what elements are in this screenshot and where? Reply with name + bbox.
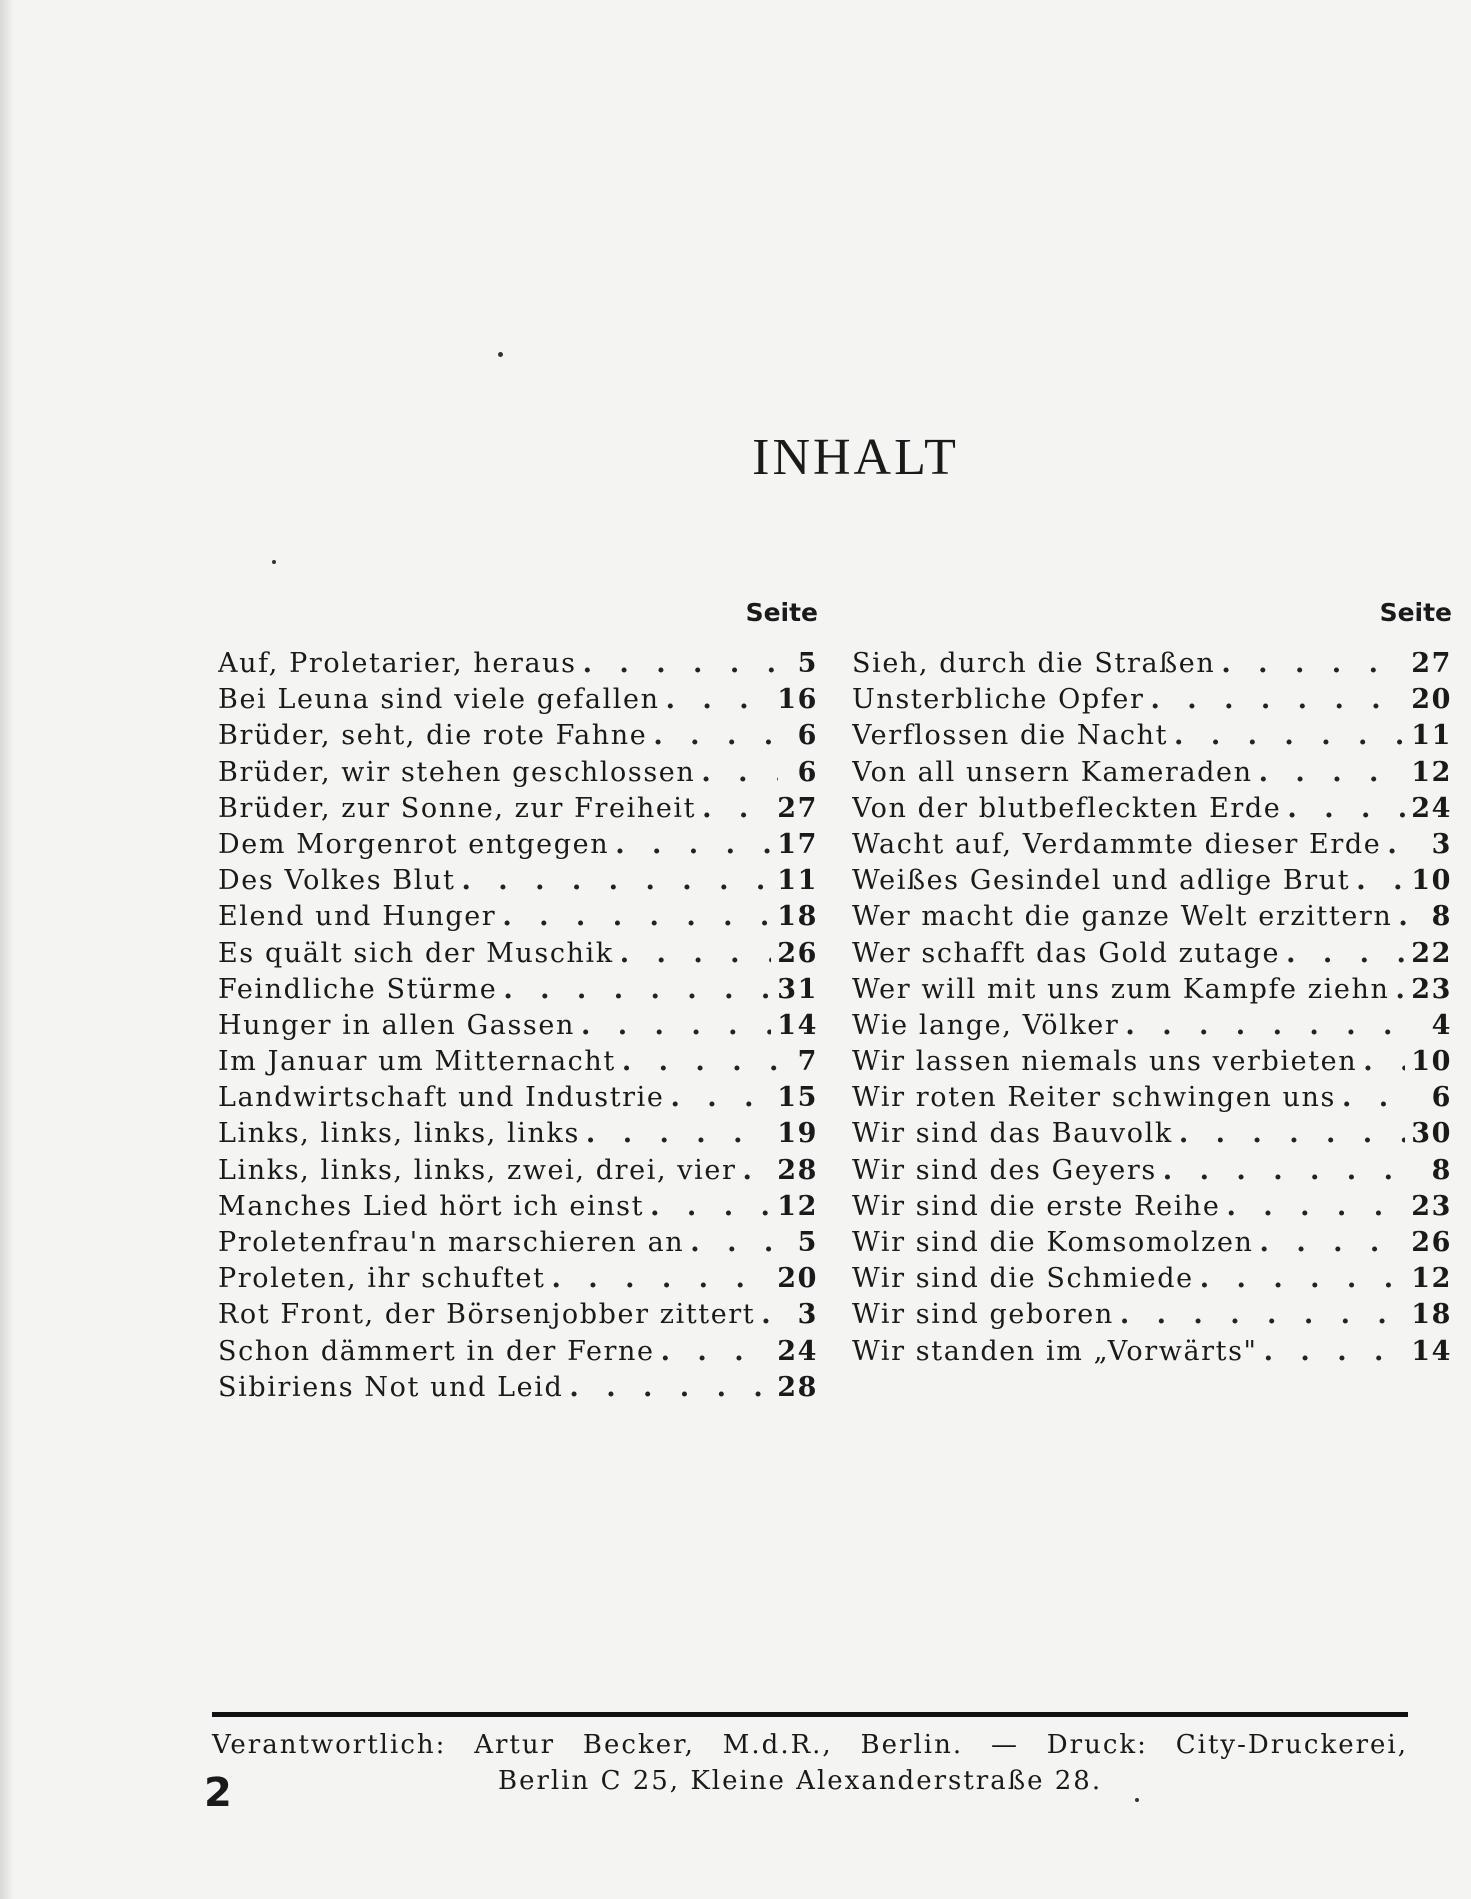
entry-title: Weißes Gesindel und adlige Brut xyxy=(852,865,1351,897)
entry-title: Wir roten Reiter schwingen uns xyxy=(852,1082,1336,1114)
dot-leader xyxy=(1221,648,1405,679)
toc-entry xyxy=(218,865,818,901)
dot-leader xyxy=(1174,720,1405,751)
entry-title: Wir sind die Komsomolzen xyxy=(852,1227,1254,1258)
entry-title: Von der blutbefleckten Erde xyxy=(852,792,1282,824)
entry-title: Sibiriens Not und Leid xyxy=(218,1371,564,1403)
entry-title: Im Januar um Mitternacht xyxy=(218,1046,616,1078)
paper-speck xyxy=(498,352,503,357)
toc-entry xyxy=(218,1372,818,1408)
toc-entry xyxy=(852,648,1452,684)
entry-title: Bei Leuna sind viele gefallen xyxy=(218,684,660,716)
dot-leader xyxy=(1150,684,1405,715)
toc-entry xyxy=(218,1336,818,1372)
imprint-line-1: Verantwortlich: Artur Becker, M.d.R., Berlin. — Druck: City-Druckerei, xyxy=(212,1730,1408,1760)
dot-leader xyxy=(761,1299,778,1330)
entry-page: 4 xyxy=(1431,1009,1452,1041)
entry-page: 18 xyxy=(1411,1299,1452,1331)
entry-page: 27 xyxy=(777,792,818,824)
entry-title: Wir sind die Schmiede xyxy=(852,1263,1194,1295)
imprint xyxy=(212,1727,1408,1799)
toc-entry xyxy=(852,1010,1452,1046)
toc-entry xyxy=(218,1046,818,1082)
entry-page: 24 xyxy=(1411,792,1452,824)
entry-title: Des Volkes Blut xyxy=(218,865,456,897)
entry-title: Manches Lied hört ich einst xyxy=(218,1190,645,1222)
dot-leader xyxy=(583,648,778,679)
entry-page: 23 xyxy=(1411,973,1452,1005)
dot-leader xyxy=(1398,901,1412,932)
entry-page: 10 xyxy=(1411,1046,1452,1078)
entry-page: 15 xyxy=(777,1082,818,1114)
toc-entry xyxy=(218,1010,818,1046)
entry-page: 10 xyxy=(1411,865,1452,897)
entry-title: Wir sind geboren xyxy=(852,1299,1114,1331)
toc-entry xyxy=(852,1227,1452,1263)
dot-leader xyxy=(702,793,771,824)
page-edge xyxy=(0,0,14,1899)
dot-leader xyxy=(666,684,772,715)
toc-entry xyxy=(852,829,1452,865)
dot-leader xyxy=(1163,1155,1412,1186)
entry-page: 16 xyxy=(777,684,818,716)
entry-title: Links, links, links, links xyxy=(218,1118,580,1150)
toc-entry xyxy=(852,938,1452,974)
entry-page: 11 xyxy=(777,865,818,897)
dot-leader xyxy=(742,1155,771,1186)
dot-leader xyxy=(671,1082,772,1113)
toc-entry xyxy=(852,974,1452,1010)
entry-page: 12 xyxy=(777,1190,818,1222)
paper-speck xyxy=(1135,1798,1139,1802)
dot-leader xyxy=(551,1263,771,1294)
dot-leader xyxy=(1287,793,1405,824)
entry-page: 22 xyxy=(1411,937,1452,969)
entry-page: 27 xyxy=(1411,648,1452,679)
dot-leader xyxy=(461,865,771,896)
dot-leader xyxy=(569,1372,771,1403)
dot-leader xyxy=(1125,1010,1412,1041)
toc-entry xyxy=(852,1155,1452,1191)
toc-entry xyxy=(852,1118,1452,1154)
entry-page: 20 xyxy=(1411,684,1452,716)
entry-page: 14 xyxy=(777,1009,818,1041)
toc-list-right xyxy=(852,648,1452,1372)
dot-leader xyxy=(502,901,771,932)
entry-title: Wacht auf, Verdammte dieser Erde xyxy=(852,828,1382,860)
entry-title: Unsterbliche Opfer xyxy=(852,684,1145,716)
dot-leader xyxy=(1356,865,1405,896)
entry-title: Wir standen im „Vorwärts" xyxy=(852,1335,1258,1367)
entry-title: Links, links, links, zwei, drei, vier xyxy=(218,1154,737,1186)
entry-page: 28 xyxy=(777,1154,818,1186)
toc-entry xyxy=(218,1263,818,1299)
page-column-label-right: Seite xyxy=(1379,598,1452,627)
dot-leader xyxy=(1363,1046,1405,1077)
entry-page: 30 xyxy=(1411,1118,1452,1150)
entry-page: 3 xyxy=(797,1299,818,1331)
toc-entry xyxy=(852,865,1452,901)
dot-leader xyxy=(1286,938,1405,969)
entry-page: 11 xyxy=(1411,720,1452,752)
entry-title: Proleten, ihr schuftet xyxy=(218,1263,546,1295)
dot-leader xyxy=(503,974,771,1005)
toc-entry xyxy=(218,1082,818,1118)
dot-leader xyxy=(1387,829,1412,860)
dot-leader xyxy=(615,829,771,860)
entry-title: Von all unsern Kameraden xyxy=(852,756,1253,788)
dot-leader xyxy=(1120,1299,1405,1330)
toc-list-left xyxy=(218,648,818,1408)
toc-entry xyxy=(218,901,818,937)
toc-entry xyxy=(852,793,1452,829)
entry-page: 20 xyxy=(777,1263,818,1295)
entry-title: Feindliche Stürme xyxy=(218,973,498,1005)
toc-entry xyxy=(852,757,1452,793)
entry-title: Rot Front, der Börsenjobber zittert xyxy=(218,1299,756,1331)
toc-entry xyxy=(852,1046,1452,1082)
entry-page: 7 xyxy=(797,1046,818,1078)
entry-title: Wie lange, Völker xyxy=(852,1009,1120,1041)
entry-title: Landwirtschaft und Industrie xyxy=(218,1082,665,1114)
dot-leader xyxy=(650,1191,771,1222)
entry-title: Wer macht die ganze Welt erzittern xyxy=(852,901,1393,933)
entry-title: Brüder, wir stehen geschlossen xyxy=(218,756,696,788)
entry-page: 28 xyxy=(777,1371,818,1403)
toc-entry xyxy=(852,684,1452,720)
toc-entry xyxy=(218,684,818,720)
dot-leader xyxy=(1395,974,1405,1005)
dot-leader xyxy=(1342,1082,1412,1113)
toc-column-left xyxy=(218,598,818,1408)
entry-page: 24 xyxy=(777,1335,818,1367)
entry-page: 23 xyxy=(1411,1190,1452,1222)
dot-leader xyxy=(1260,1227,1406,1258)
entry-page: 19 xyxy=(777,1118,818,1150)
toc-entry xyxy=(218,1227,818,1263)
toc-entry xyxy=(218,974,818,1010)
dot-leader xyxy=(701,757,778,788)
entry-title: Auf, Proletarier, heraus xyxy=(218,648,577,679)
entry-title: Brüder, seht, die rote Fahne xyxy=(218,720,648,752)
page-column-label: Seite xyxy=(745,598,818,627)
entry-page: 17 xyxy=(777,828,818,860)
entry-page: 14 xyxy=(1411,1335,1452,1367)
toc-entry xyxy=(218,793,818,829)
toc-entry xyxy=(852,1263,1452,1299)
page-number: 2 xyxy=(204,1770,232,1816)
entry-title: Wir sind die erste Reihe xyxy=(852,1190,1221,1222)
toc-entry xyxy=(852,1082,1452,1118)
toc-entry xyxy=(852,1191,1452,1227)
dot-leader xyxy=(1227,1191,1406,1222)
dot-leader xyxy=(586,1118,771,1149)
toc-entry xyxy=(218,1118,818,1154)
entry-page: 26 xyxy=(1411,1227,1452,1258)
toc-entry xyxy=(852,901,1452,937)
entry-title: Proletenfrau'n marschieren an xyxy=(218,1227,685,1258)
entry-page: 6 xyxy=(797,720,818,752)
entry-title: Wer schafft das Gold zutage xyxy=(852,937,1281,969)
footer-rule xyxy=(212,1712,1408,1717)
entry-page: 8 xyxy=(1431,901,1452,933)
dot-leader xyxy=(1259,757,1406,788)
entry-title: Es quält sich der Muschik xyxy=(218,937,614,969)
entry-title: Dem Morgenrot entgegen xyxy=(218,828,610,860)
toc-entry xyxy=(852,720,1452,756)
entry-page: 5 xyxy=(797,648,818,679)
dot-leader xyxy=(1179,1118,1405,1149)
entry-page: 26 xyxy=(777,937,818,969)
dot-leader xyxy=(581,1010,771,1041)
page-title: INHALT xyxy=(752,429,959,486)
dot-leader xyxy=(620,938,771,969)
toc-entry xyxy=(218,1191,818,1227)
entry-page: 3 xyxy=(1431,828,1452,860)
entry-title: Wir sind des Geyers xyxy=(852,1154,1157,1186)
entry-title: Schon dämmert in der Ferne xyxy=(218,1335,655,1367)
dot-leader xyxy=(690,1227,778,1258)
toc-entry xyxy=(218,938,818,974)
entry-title: Wir sind das Bauvolk xyxy=(852,1118,1173,1150)
entry-page: 12 xyxy=(1411,756,1452,788)
entry-title: Wir lassen niemals uns verbieten xyxy=(852,1046,1358,1078)
toc-entry xyxy=(218,829,818,865)
entry-page: 8 xyxy=(1431,1154,1452,1186)
entry-page: 6 xyxy=(1431,1082,1452,1114)
dot-leader xyxy=(661,1336,772,1367)
dot-leader xyxy=(1200,1263,1406,1294)
toc-entry xyxy=(218,720,818,756)
entry-title: Verflossen die Nacht xyxy=(852,720,1169,752)
dot-leader xyxy=(653,720,778,751)
toc-column-right xyxy=(852,598,1452,1372)
toc-entry xyxy=(218,1299,818,1335)
entry-page: 18 xyxy=(777,901,818,933)
toc-entry xyxy=(852,1299,1452,1335)
entry-page: 6 xyxy=(797,756,818,788)
entry-title: Sieh, durch die Straßen xyxy=(852,648,1216,679)
toc-entry xyxy=(218,1155,818,1191)
imprint-line-2: Berlin C 25, Kleine Alexanderstraße 28. xyxy=(498,1766,1103,1796)
toc-entry xyxy=(218,648,818,684)
dot-leader xyxy=(622,1046,778,1077)
entry-page: 12 xyxy=(1411,1263,1452,1295)
entry-title: Hunger in allen Gassen xyxy=(218,1009,575,1041)
toc-entry xyxy=(852,1336,1452,1372)
entry-page: 5 xyxy=(797,1227,818,1258)
entry-title: Brüder, zur Sonne, zur Freiheit xyxy=(218,792,697,824)
paper-speck xyxy=(272,560,276,564)
toc-entry xyxy=(218,757,818,793)
entry-title: Wer will mit uns zum Kampfe ziehn xyxy=(852,973,1390,1005)
entry-title: Elend und Hunger xyxy=(218,901,497,933)
entry-page: 31 xyxy=(777,973,818,1005)
dot-leader xyxy=(1264,1336,1406,1367)
